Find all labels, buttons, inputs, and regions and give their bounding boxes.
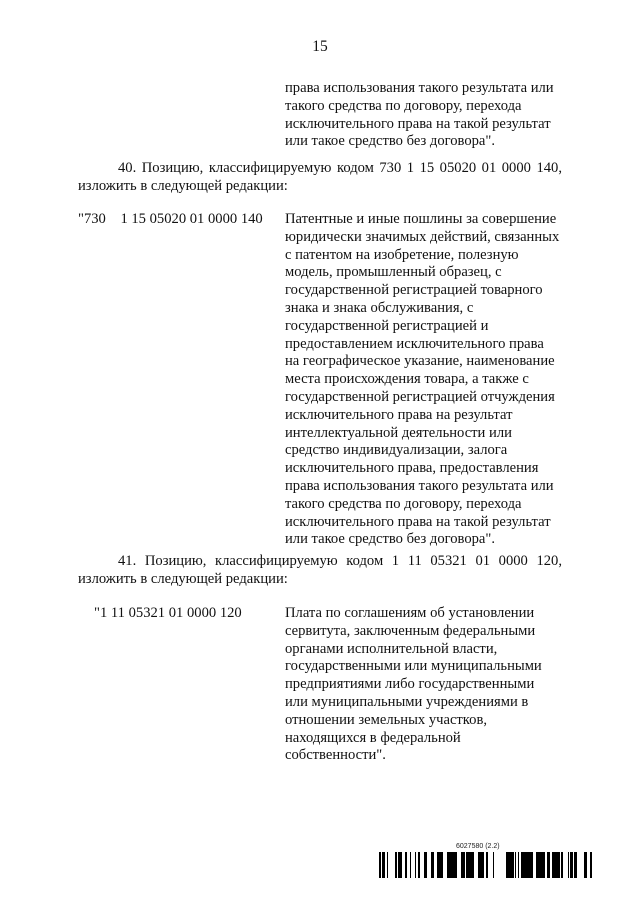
barcode-bar: [471, 852, 473, 878]
item-40-description: [285, 211, 570, 549]
barcode-bar: [590, 852, 592, 878]
item-40-code: "730 1 15 05020 01 0000 140: [78, 211, 263, 227]
barcode-bar: [401, 852, 402, 878]
barcode-bar: [493, 852, 494, 878]
item-41-intro: [78, 553, 562, 589]
text-line: места происхождения товара, а также с: [285, 371, 529, 388]
text-line: предприятиями либо государственными: [285, 676, 535, 693]
barcode-bar: [379, 852, 381, 878]
barcode-bar: [561, 852, 563, 878]
item-41-intro-line1: 41. Позицию, классифицируемую кодом 1 11 05321 01 0000 120,: [118, 553, 562, 569]
text-line: или такое средство без договора".: [285, 133, 496, 150]
item-40-intro-line1: 40. Позицию, классифицируемую кодом 730 1 15 05020 01 0000 140,: [118, 160, 562, 176]
barcode-bar: [541, 852, 543, 878]
text-line: органами исполнительной власти,: [285, 640, 498, 657]
text-line: юридически значимых действий, связанных: [285, 228, 560, 245]
item-40-intro: [78, 160, 562, 196]
text-line: предоставлением исключительного права: [285, 335, 544, 352]
text-line: модель, промышленный образец, с: [285, 264, 502, 281]
barcode-bar: [448, 852, 451, 878]
barcode-bar: [424, 852, 427, 878]
barcode-bar: [557, 852, 560, 878]
barcode-bar: [528, 852, 531, 878]
page-number: 15: [312, 38, 328, 55]
barcode-id: 6027580 (2.2): [456, 843, 500, 850]
text-line: средство индивидуализации, залога: [285, 442, 508, 459]
text-line: государственной регистрацией и: [285, 317, 489, 334]
barcode: [379, 852, 592, 878]
barcode-bar: [536, 852, 538, 878]
barcode-bar: [469, 852, 471, 878]
barcode-bar: [576, 852, 577, 878]
barcode-bar: [384, 852, 385, 878]
barcode-bar: [509, 852, 511, 878]
barcode-bar: [538, 852, 541, 878]
item-41-description: [285, 605, 570, 765]
barcode-bar: [382, 852, 384, 878]
barcode-bar: [461, 852, 464, 878]
text-line: государственной регистрацией отчуждения: [285, 388, 555, 405]
text-line: Патентные и иные пошлины за совершение: [285, 211, 557, 227]
barcode-bar: [507, 852, 509, 878]
text-line: интеллектуальной деятельности или: [285, 424, 512, 441]
text-line: такого средства по договору, перехода: [285, 97, 522, 114]
barcode-bar: [419, 852, 420, 878]
barcode-bar: [447, 852, 448, 878]
text-line: государственной регистрацией товарного: [285, 282, 543, 299]
text-line: или муниципальными учреждениями в: [285, 693, 529, 710]
barcode-bar: [506, 852, 507, 878]
barcode-bar: [415, 852, 416, 878]
barcode-bar: [555, 852, 557, 878]
text-line: права использования такого результата или: [285, 80, 554, 96]
barcode-bar: [584, 852, 587, 878]
text-line: с патентом на изобретение, полезную: [285, 246, 519, 263]
text-line: отношении земельных участков,: [285, 711, 487, 728]
barcode-bar: [486, 852, 488, 878]
barcode-bar: [468, 852, 469, 878]
barcode-bar: [464, 852, 465, 878]
text-line: исключительного права на результат: [285, 406, 513, 423]
text-line: исключительного права на такой результат: [285, 115, 551, 132]
barcode-bar: [395, 852, 397, 878]
barcode-bar: [418, 852, 419, 878]
barcode-bar: [481, 852, 483, 878]
item-41-code: "1 11 05321 01 0000 120: [94, 605, 242, 621]
text-line: находящихся в федеральной: [285, 729, 461, 746]
text-line: права использования такого результата или: [285, 477, 554, 494]
barcode-bar: [575, 852, 576, 878]
barcode-bar: [405, 852, 407, 878]
barcode-bar: [523, 852, 525, 878]
barcode-bar: [525, 852, 526, 878]
text-line: сервитута, заключенным федеральными: [285, 622, 536, 639]
text-line: исключительного права на такой результат: [285, 513, 551, 530]
barcode-bar: [473, 852, 474, 878]
barcode-bar: [521, 852, 523, 878]
barcode-bar: [547, 852, 550, 878]
text-line: Плата по соглашениям об установлении: [285, 605, 535, 621]
barcode-bar: [454, 852, 457, 878]
barcode-bar: [531, 852, 533, 878]
barcode-bar: [518, 852, 519, 878]
barcode-bar: [570, 852, 573, 878]
barcode-bar: [552, 852, 555, 878]
barcode-bar: [478, 852, 481, 878]
barcode-bar: [515, 852, 516, 878]
text-line: знака и знака обслуживания, с: [285, 299, 474, 316]
barcode-bar: [441, 852, 443, 878]
text-line: или такое средство без договора".: [285, 531, 496, 548]
barcode-bar: [451, 852, 454, 878]
item-41-intro-line2: изложить в следующей редакции:: [78, 570, 288, 587]
barcode-bar: [574, 852, 575, 878]
continued-description: [285, 80, 585, 151]
text-line: такого средства по договору, перехода: [285, 495, 522, 512]
text-line: собственности".: [285, 747, 386, 764]
barcode-bar: [410, 852, 411, 878]
barcode-bar: [543, 852, 545, 878]
text-line: на географическое указание, наименование: [285, 353, 555, 370]
barcode-bar: [431, 852, 434, 878]
barcode-bar: [439, 852, 441, 878]
barcode-bar: [437, 852, 439, 878]
barcode-bar: [526, 852, 528, 878]
text-line: исключительного права, предоставления: [285, 460, 539, 477]
barcode-bar: [466, 852, 468, 878]
item-40-intro-line2: изложить в следующей редакции:: [78, 177, 288, 194]
barcode-bar: [483, 852, 484, 878]
barcode-bar: [511, 852, 514, 878]
barcode-bar: [398, 852, 401, 878]
barcode-bar: [568, 852, 569, 878]
text-line: государственными или муниципальными: [285, 658, 542, 675]
barcode-bar: [387, 852, 388, 878]
